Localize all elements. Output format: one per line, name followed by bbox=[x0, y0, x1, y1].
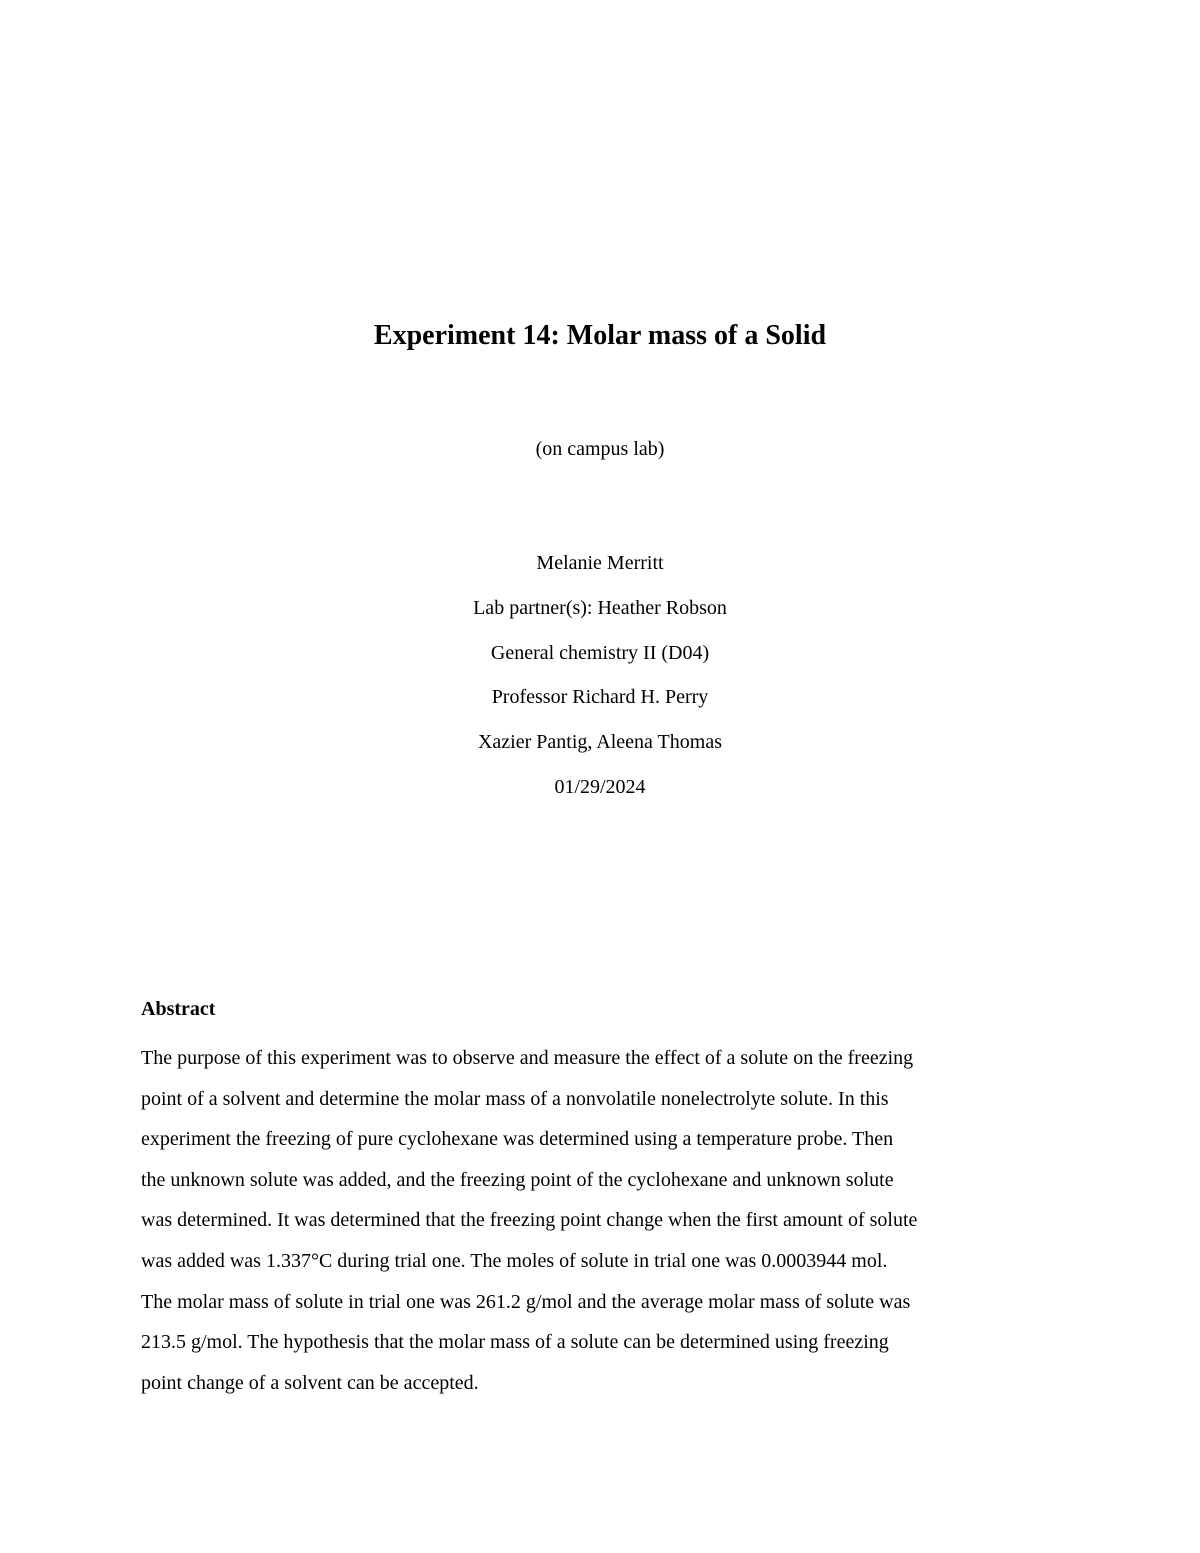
abstract-line: The molar mass of solute in trial one was 261.2 g/mol and the average molar mass of solute was bbox=[141, 1290, 911, 1313]
abstract-line: point of a solvent and determine the molar mass of a nonvolatile nonelectrolyte solute. In this bbox=[141, 1087, 889, 1110]
title-info-block bbox=[0, 549, 1200, 818]
abstract-line: the unknown solute was added, and the freezing point of the cyclohexane and unknown solute bbox=[141, 1168, 894, 1191]
lab-partners: Lab partner(s): Heather Robson bbox=[473, 596, 727, 619]
course-name: General chemistry II (D04) bbox=[490, 641, 710, 664]
report-date: 01/29/2024 bbox=[554, 775, 646, 798]
abstract-line: 213.5 g/mol. The hypothesis that the molar mass of a solute can be determined using freezing bbox=[141, 1331, 889, 1354]
abstract-line: was added was 1.337°C during trial one. The moles of solute in trial one was 0.0003944 mol. bbox=[141, 1249, 888, 1272]
abstract-line: was determined. It was determined that the freezing point change when the first amount of solute bbox=[141, 1209, 918, 1232]
abstract-line: experiment the freezing of pure cyclohexane was determined using a temperature probe. Then bbox=[141, 1128, 894, 1151]
teaching-assistants: Xazier Pantig, Aleena Thomas bbox=[477, 731, 722, 754]
abstract-paragraph bbox=[141, 1038, 1061, 1403]
document-subtitle: (on campus lab) bbox=[535, 438, 665, 460]
abstract-line: point change of a solvent can be accepted. bbox=[141, 1371, 479, 1394]
document-title: Experiment 14: Molar mass of a Solid bbox=[373, 320, 827, 351]
abstract-heading: Abstract bbox=[141, 998, 216, 1020]
author-name: Melanie Merritt bbox=[536, 552, 664, 574]
abstract-line: The purpose of this experiment was to observe and measure the effect of a solute on the freezing bbox=[141, 1047, 914, 1069]
professor-name: Professor Richard H. Perry bbox=[491, 686, 709, 709]
